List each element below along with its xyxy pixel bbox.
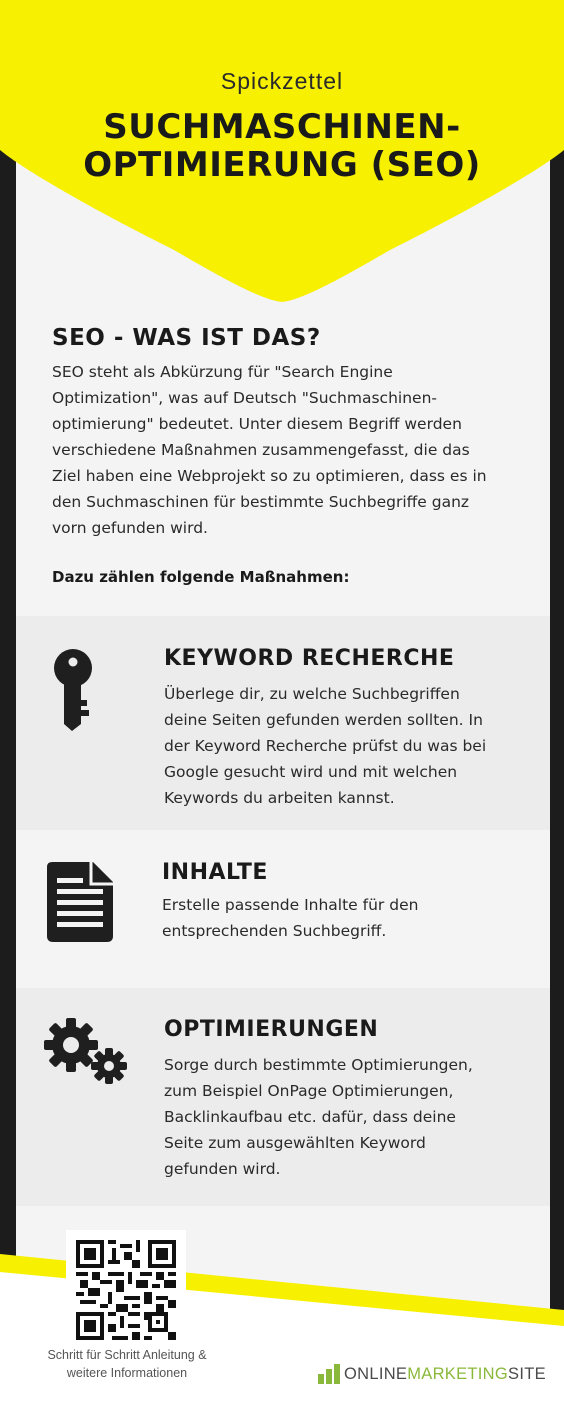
section-line: entsprechenden Suchbegriff. [162, 922, 387, 940]
qr-code[interactable] [66, 1230, 186, 1342]
section-line: Keywords du arbeiten kannst. [164, 789, 395, 807]
section-line: deine Seiten gefunden werden sollten. In [164, 711, 483, 729]
qr-code-icon [76, 1240, 176, 1340]
brand-logo[interactable] [318, 1360, 546, 1384]
section-line: Überlege dir, zu welche Suchbegriffen [164, 685, 460, 703]
brand-logo-text [344, 1364, 546, 1384]
intro-line: verschiedene Maßnahmen zusammengefasst, die das [52, 441, 470, 459]
intro-line: SEO steht als Abkürzung für "Search Engine [52, 363, 393, 381]
page-title-line2: OPTIMIERUNG (SEO) [83, 145, 481, 185]
section-line: gefunden wird. [164, 1160, 281, 1178]
page-title-line1: SUCHMASCHINEN- [103, 107, 461, 147]
section-line: Erstelle passende Inhalte für den [162, 896, 419, 914]
intro-heading: SEO - WAS IST DAS? [52, 325, 321, 351]
section-line: Sorge durch bestimmte Optimierungen, [164, 1056, 473, 1074]
page-subtitle: Spickzettel [220, 68, 344, 94]
section-line: Google gesucht wird und mit welchen [164, 763, 458, 781]
section-title-optimierungen: OPTIMIERUNGEN [164, 1017, 379, 1042]
qr-caption [22, 1346, 232, 1382]
section-text-optimierungen [164, 1052, 524, 1182]
intro-line: Optimization", was auf Deutsch "Suchmaschinen- [52, 389, 437, 407]
section-line: Seite zum ausgewählten Keyword [164, 1134, 426, 1152]
key-icon [52, 648, 94, 732]
brand-logo-part2: MARKETING [407, 1365, 509, 1383]
intro-text [52, 359, 512, 541]
qr-caption-line1: Schritt für Schritt Anleitung & [47, 1348, 207, 1362]
measures-lead: Dazu zählen folgende Maßnahmen: [52, 568, 350, 586]
brand-logo-part3: SITE [508, 1365, 546, 1383]
section-line: Backlinkaufbau etc. dafür, dass deine [164, 1108, 456, 1126]
section-title-inhalte: INHALTE [162, 860, 268, 885]
intro-line: Ziel haben eine Webprojekt so zu optimieren, dass es in [52, 467, 487, 485]
gears-icon [44, 1018, 130, 1086]
section-line: der Keyword Recherche prüfst du was bei [164, 737, 487, 755]
brand-logo-part1: ONLINE [344, 1365, 408, 1383]
intro-line: optimierung" bedeutet. Unter diesem Begriff werden [52, 415, 462, 433]
qr-caption-line2: weitere Informationen [66, 1366, 188, 1380]
document-icon [47, 862, 113, 942]
bar-chart-logo-icon [318, 1364, 340, 1384]
section-text-inhalte [162, 892, 522, 944]
section-title-keyword: KEYWORD RECHERCHE [164, 646, 455, 671]
intro-line: vorn gefunden wird. [52, 519, 208, 537]
section-text-keyword [164, 681, 524, 811]
intro-line: den Suchmaschinen für bestimmte Suchbegriffe ganz [52, 493, 470, 511]
page-title [0, 108, 564, 184]
section-line: zum Beispiel OnPage Optimierungen, [164, 1082, 454, 1100]
